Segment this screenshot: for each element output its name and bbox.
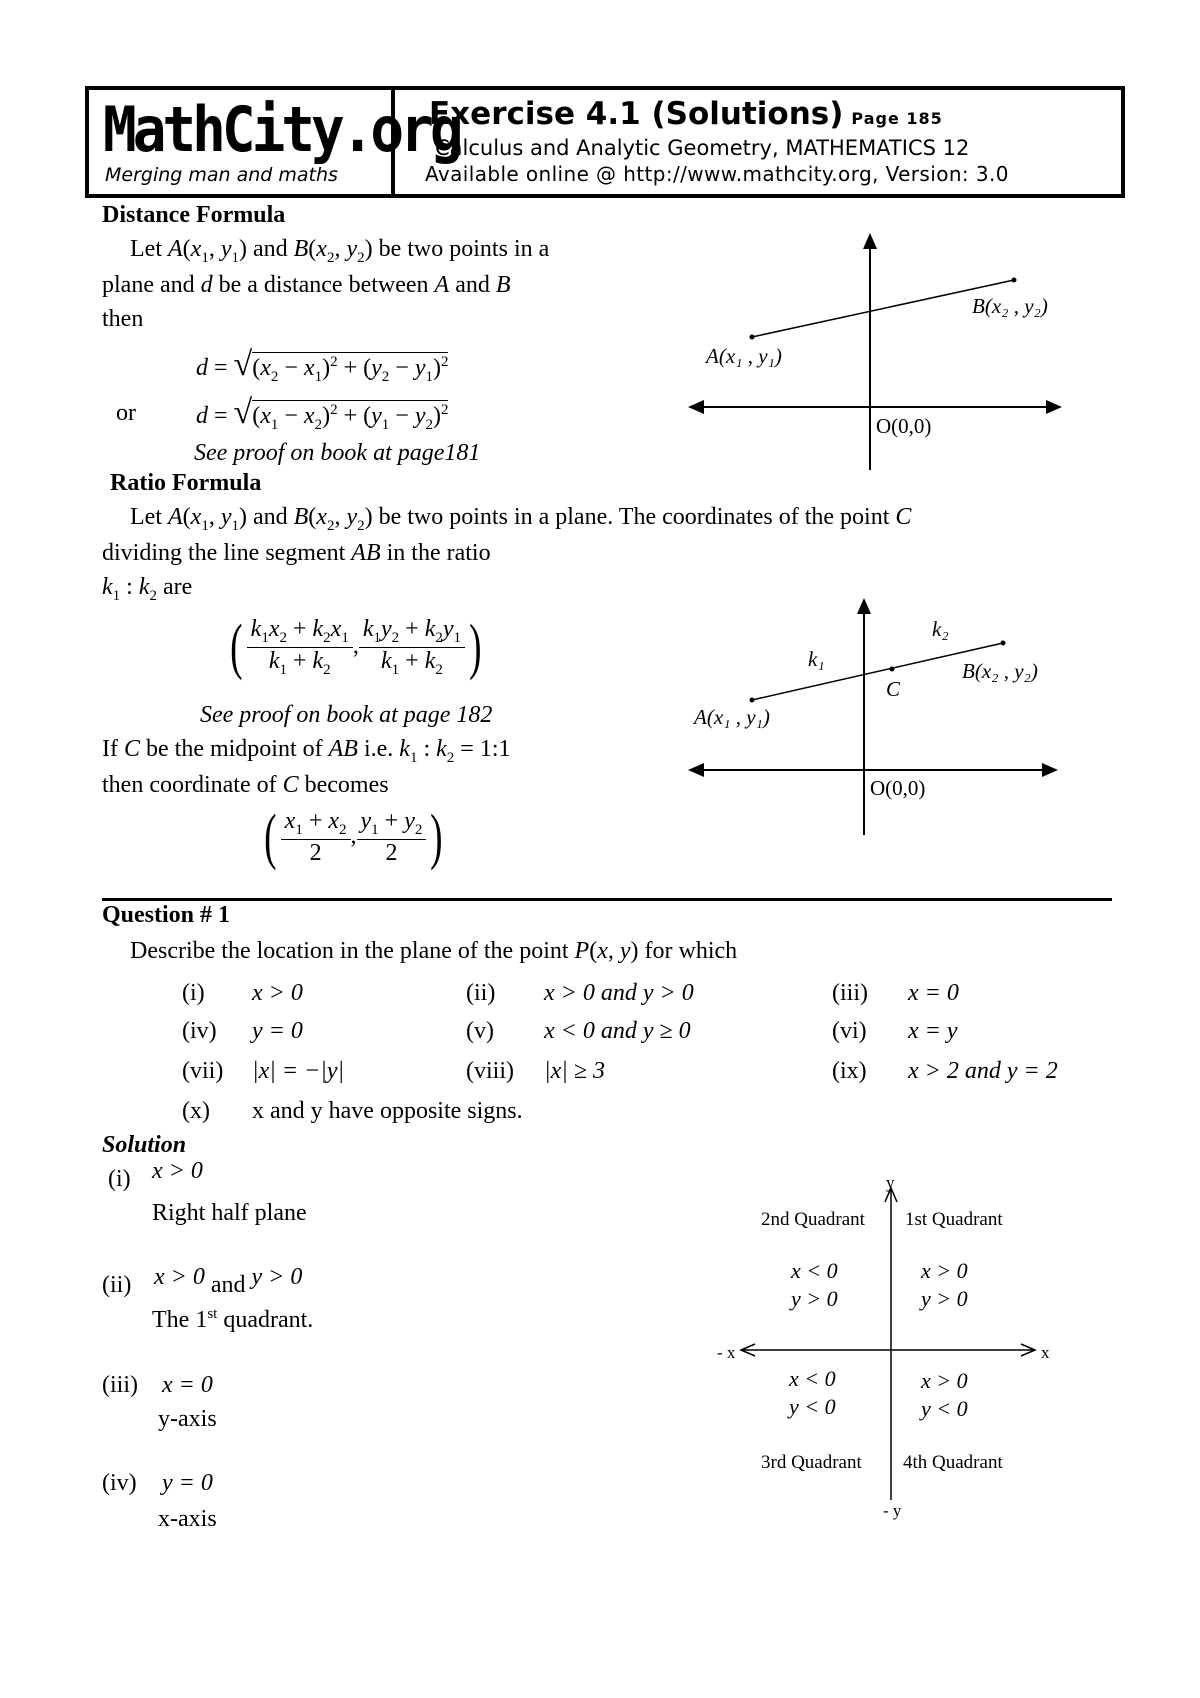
text: becomes xyxy=(304,772,389,798)
item-text: |x| ≥ 3 xyxy=(544,1058,606,1084)
text: i.e. xyxy=(363,736,394,762)
item-text: x = 0 xyxy=(908,980,959,1006)
label-a: A(x₁ , y₁) xyxy=(706,344,782,368)
label-b: B(x₂ , y₂) xyxy=(962,659,1038,683)
text: be two points in a xyxy=(378,236,550,262)
item-number: (x) xyxy=(182,1098,210,1124)
ratio-formula: ( $\frac{k_1x_2 + k_2x_1}{k_1 + k_2}$ , $\frac{k_1y_2 + k_2y_1}{k_1 + k_2}$ ) xyxy=(230,613,482,681)
x-axis-left-arrow xyxy=(688,400,704,414)
or-label: or xyxy=(116,400,136,426)
ratio-intro-line3: $k_1$ : $k_2$ are xyxy=(102,574,193,604)
label-k2: k₂ xyxy=(932,617,949,641)
item-text: x > 2 and y = 2 xyxy=(908,1058,1058,1084)
label-q2: 2nd Quadrant xyxy=(761,1209,865,1230)
distance-heading: Distance Formula xyxy=(102,202,286,228)
distance-intro-line1: Let $A(x_1$, $y_1$) and $B(x_2$, $y_2$) be two points in a xyxy=(130,236,550,266)
text: Let xyxy=(130,236,162,262)
sol-i-number: (i) xyxy=(108,1166,131,1192)
sol-ii-number: (ii) xyxy=(102,1272,132,1298)
text: If xyxy=(102,736,118,762)
q3-condition-x: x < 0 xyxy=(789,1366,836,1391)
q2-condition-x: x < 0 xyxy=(791,1258,838,1283)
y-axis-arrow xyxy=(863,233,877,249)
q2-condition-y: y > 0 xyxy=(791,1286,838,1311)
ratio-intro-line2: dividing the line segment AB in the ratio xyxy=(102,540,491,566)
label-c: C xyxy=(886,677,901,701)
text: and xyxy=(252,236,288,262)
sol-iii-condition: x = 0 xyxy=(162,1372,213,1398)
text: quadrant. xyxy=(217,1307,314,1333)
item-text: x > 0 and y > 0 xyxy=(544,980,694,1006)
text: be the midpoint of xyxy=(146,736,323,762)
item-number: (viii) xyxy=(466,1058,514,1084)
q4-condition-x: x > 0 xyxy=(921,1368,968,1393)
item-text: x > 0 xyxy=(252,980,303,1006)
sol-ii-condition xyxy=(154,1264,303,1298)
text: are xyxy=(162,574,193,600)
page-label: Page 185 xyxy=(851,109,943,128)
item-text: x = y xyxy=(908,1018,958,1044)
label-neg-y: - y xyxy=(883,1501,902,1520)
condition-x: x > 0 xyxy=(154,1264,205,1290)
exercise-title xyxy=(429,96,943,132)
point-c-dot xyxy=(890,667,895,672)
text: and xyxy=(252,504,288,530)
point-a-dot xyxy=(750,335,755,340)
midpoint-line2: then coordinate of C becomes xyxy=(102,772,389,798)
midpoint-line1: If C be the midpoint of AB i.e. $k_1$ : $k_2$ = 1:1 xyxy=(102,736,511,766)
text: Let xyxy=(130,504,162,530)
quadrant-diagram xyxy=(715,1178,1065,1523)
sol-iii-number: (iii) xyxy=(102,1372,138,1398)
sol-iv-condition: y = 0 xyxy=(162,1470,213,1496)
tagline: Merging man and maths xyxy=(105,164,338,186)
x-axis-left-arrow xyxy=(688,763,704,777)
point-a: A xyxy=(167,236,183,262)
point-b-dot xyxy=(1001,641,1006,646)
text: then coordinate of xyxy=(102,772,277,798)
ratio-proof: See proof on book at page 182 xyxy=(200,702,493,728)
condition-y: y > 0 xyxy=(251,1264,303,1290)
logo: MathCity.org xyxy=(103,94,460,167)
item-number: (ix) xyxy=(832,1058,867,1084)
x-axis-right-arrow xyxy=(1046,400,1062,414)
superscript: st xyxy=(207,1306,218,1322)
distance-formula-2: $d = √(x_1 - x_2)^2 + (y_1 - y_2)^2$ xyxy=(196,394,449,433)
text: plane and xyxy=(102,272,195,298)
label-k1: k₁ xyxy=(808,647,825,671)
item-number: (vii) xyxy=(182,1058,224,1084)
ratio-heading: Ratio Formula xyxy=(110,470,262,496)
point-b-dot xyxy=(1012,278,1017,283)
q1-condition-x: x > 0 xyxy=(921,1258,968,1283)
distance-intro-line2: plane and d be a distance between A and B xyxy=(102,272,511,298)
question-prompt: Describe the location in the plane of the point P(x, y) for which xyxy=(130,938,738,964)
label-origin: O(0,0) xyxy=(870,776,926,800)
question-heading: Question # 1 xyxy=(102,902,231,928)
item-number: (iv) xyxy=(182,1018,217,1044)
and-text: and xyxy=(210,1272,246,1298)
title-text: Exercise 4.1 (Solutions) xyxy=(429,96,844,132)
text: The 1 xyxy=(152,1307,208,1333)
label-b: B(x₂ , y₂) xyxy=(972,294,1048,318)
section-divider xyxy=(102,898,1112,901)
item-number: (vi) xyxy=(832,1018,867,1044)
item-text: x and y have opposite signs. xyxy=(252,1098,523,1124)
text: dividing the line segment xyxy=(102,540,346,566)
item-number: (i) xyxy=(182,980,205,1006)
distance-proof: See proof on book at page181 xyxy=(194,440,481,466)
availability-line: Available online @ http://www.mathcity.org, Version: 3.0 xyxy=(425,162,1009,186)
y-axis-arrow xyxy=(857,598,871,614)
sol-ii-answer xyxy=(152,1306,313,1334)
text: be a distance between xyxy=(218,272,429,298)
distance-diagram xyxy=(670,225,1070,475)
sol-i-answer: Right half plane xyxy=(152,1200,307,1226)
text: in the ratio xyxy=(386,540,491,566)
page-header xyxy=(85,86,1125,198)
ratio-diagram xyxy=(670,590,1070,840)
sol-iv-answer: x-axis xyxy=(158,1506,217,1532)
label-y: y xyxy=(886,1178,895,1192)
item-text: |x| = −|y| xyxy=(252,1058,345,1084)
item-number: (v) xyxy=(466,1018,494,1044)
text: for which xyxy=(644,938,738,964)
text: Describe the location in the plane of the point xyxy=(130,938,569,964)
sol-i-condition: x > 0 xyxy=(152,1158,203,1184)
item-number: (iii) xyxy=(832,980,868,1006)
label-q1: 1st Quadrant xyxy=(905,1209,1003,1230)
item-text: y = 0 xyxy=(252,1018,303,1044)
x-axis-right-arrow xyxy=(1042,763,1058,777)
text: be two points in a plane. The coordinates of the point xyxy=(378,504,890,530)
sol-iii-answer: y-axis xyxy=(158,1406,217,1432)
label-x: x xyxy=(1041,1343,1050,1362)
ratio-intro-line1: Let $A(x_1$, $y_1$) and $B(x_2$, $y_2$) be two points in a plane. The coordinates of the point C xyxy=(130,504,912,534)
solution-heading: Solution xyxy=(102,1132,187,1158)
logo-box xyxy=(89,90,460,194)
distance-formula-1: $d = √(x_2 - x_1)^2 + (y_2 - y_1)^2$ xyxy=(196,346,449,385)
sol-iv-number: (iv) xyxy=(102,1470,137,1496)
item-text: x < 0 and y ≥ 0 xyxy=(544,1018,691,1044)
q4-condition-y: y < 0 xyxy=(921,1396,968,1421)
label-neg-x: - x xyxy=(717,1343,736,1362)
distance-then: then xyxy=(102,306,144,332)
label-q3: 3rd Quadrant xyxy=(761,1452,862,1473)
q3-condition-y: y < 0 xyxy=(789,1394,836,1419)
text: and xyxy=(455,272,490,298)
label-q4: 4th Quadrant xyxy=(903,1452,1003,1473)
label-origin: O(0,0) xyxy=(876,414,932,438)
label-a: A(x₁ , y₁) xyxy=(694,705,770,729)
book-subtitle: Calculus and Analytic Geometry, MATHEMATICS 12 xyxy=(435,136,970,160)
q1-condition-y: y > 0 xyxy=(921,1286,968,1311)
point-a-dot xyxy=(750,698,755,703)
item-number: (ii) xyxy=(466,980,496,1006)
midpoint-formula: ( $\frac{x_1 + x_2}{2}$ , $\frac{y_1 + y_2}{2}$ ) xyxy=(264,803,443,871)
